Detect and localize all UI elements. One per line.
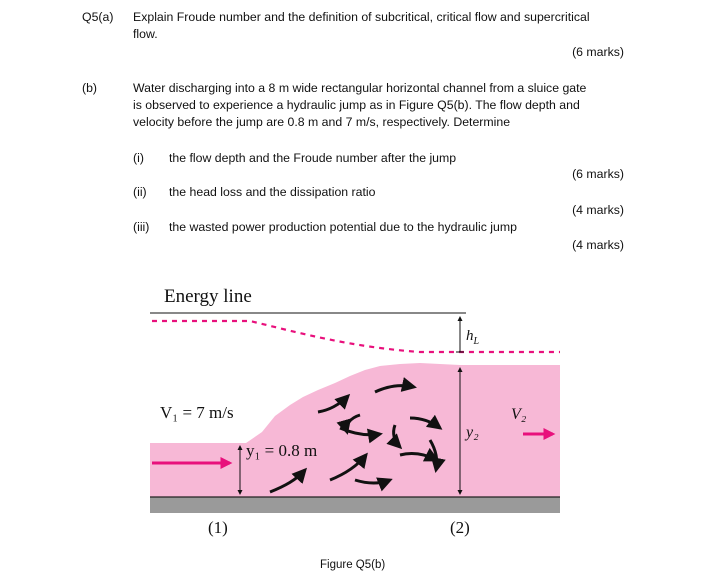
subpart-iii-text: the wasted power production potential due to the hydraulic jump [169,220,517,234]
subpart-iii-label: (iii) [133,220,150,234]
question-number: Q5(a) [82,10,114,24]
subpart-ii-marks: (4 marks) [572,203,624,217]
energy-line-dashed [152,321,560,352]
subpart-i-marks: (6 marks) [572,167,624,181]
part-b-label: (b) [82,81,98,95]
y1-label: y₁ = 0.8 m [246,441,318,460]
channel-bed [150,497,560,513]
part-a-text-line2: flow. [133,27,158,41]
v2-label: V₂ [511,406,527,423]
y2-label: y₂ [466,424,479,441]
subpart-i-text: the flow depth and the Froude number after the jump [169,151,457,165]
subpart-ii-label: (ii) [133,185,147,199]
part-a-text-line1: Explain Froude number and the definition of subcritical, critical flow and supercritical [133,10,590,24]
subpart-ii-text: the head loss and the dissipation ratio [169,185,376,199]
head-loss-label [466,327,479,351]
part-b-text-line1: Water discharging into a 8 m wide rectangular horizontal channel from a sluice gate [133,81,587,95]
figure-caption: Figure Q5(b) [320,559,386,571]
part-a-marks: (6 marks) [572,45,624,59]
section-2-label: (2) [450,518,470,537]
head-loss-symbol: h [466,328,474,344]
subpart-iii-marks: (4 marks) [572,238,624,252]
section-1-label: (1) [208,518,228,537]
energy-line-label: Energy line [164,286,252,307]
part-b-text-line3: velocity before the jump are 0.8 m and 7 m/s, respectively. Determine [133,115,511,129]
part-b-text-line2: is observed to experience a hydraulic jump as in Figure Q5(b). The flow depth and [133,98,580,112]
subpart-i-label: (i) [133,151,144,165]
head-loss-subscript: L [473,336,480,347]
water-body [150,363,560,497]
v1-label: V₁ = 7 m/s [160,403,234,422]
